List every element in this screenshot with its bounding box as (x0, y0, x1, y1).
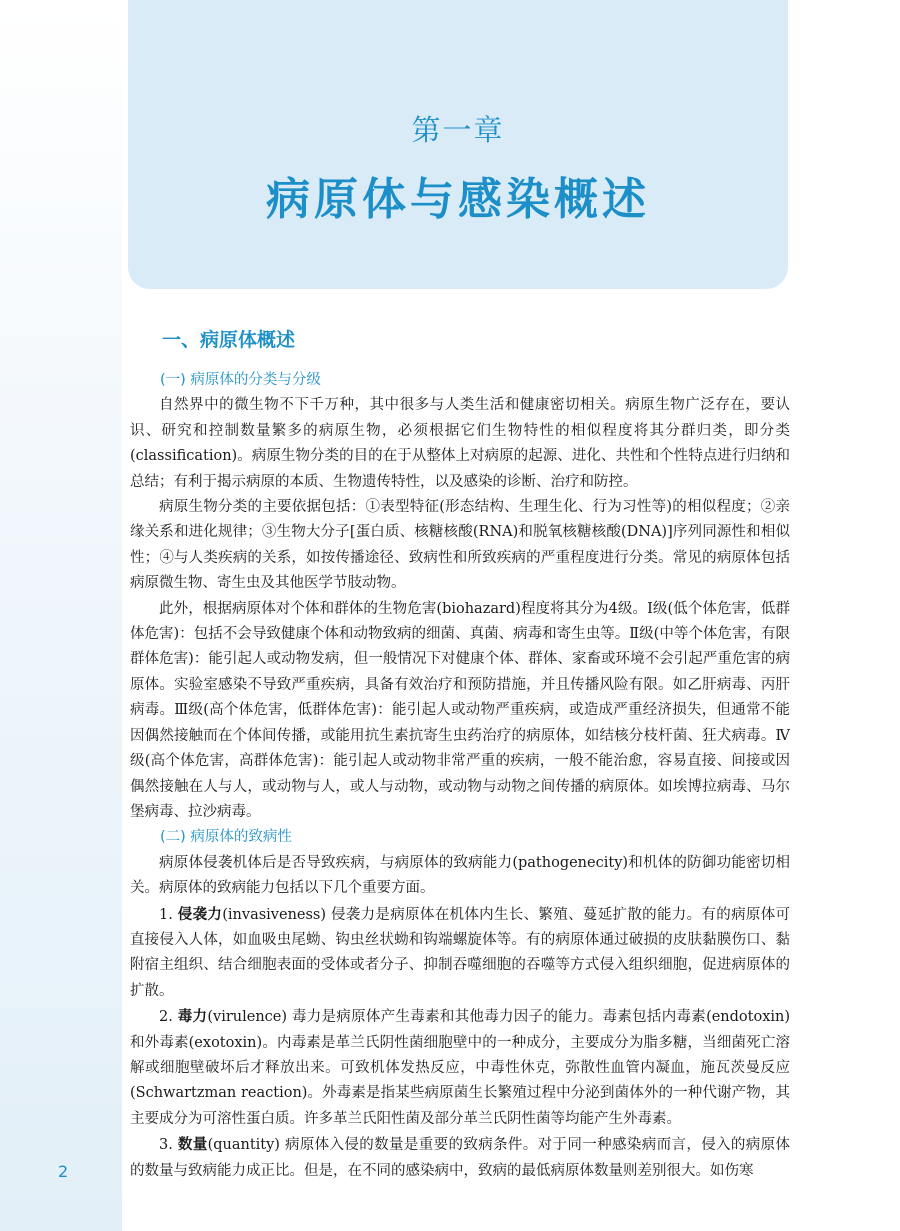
paragraph: 此外，根据病原体对个体和群体的生物危害(biohazard)程度将其分为4级。Ⅰ级(低个体危害，低群体危害)：包括不会导致健康个体和动物致病的细菌、真菌、病毒和寄生虫等。Ⅱ级(中等个体危害，有限群体危害)：能引起人或动物发病，但一般情况下对健康个体、群体、家畜或环境不会引起严重危害的病原体。实验室感染不导致严重疾病，具备有效治疗和预防措施，并且传播风险有限。如乙肝病毒、丙肝病毒。Ⅲ级(高个体危害，低群体危害)：能引起人或动物严重疾病，或造成严重经济损失，但通常不能因偶然接触而在个体间传播，或能用抗生素抗寄生虫药治疗的病原体，如结核分枝杆菌、狂犬病毒。Ⅳ级(高个体危害，高群体危害)：能引起人或动物非常严重的疾病，一般不能治愈，容易直接、间接或因偶然接触在人与人，或动物与人，或人与动物，或动物与动物之间传播的病原体。如埃博拉病毒、马尔堡病毒、拉沙病毒。 (130, 600, 790, 820)
paragraph: 病原生物分类的主要依据包括：①表型特征(形态结构、生理生化、行为习性等)的相似程度；②亲缘关系和进化规律；③生物大分子[蛋白质、核糖核酸(RNA)和脱氧核糖核酸(DNA)]序列同源性和相似性；④与人类疾病的关系，如按传播途径、致病性和所致疾病的严重程度进行分类。常见的病原体包括病原微生物、寄生虫及其他医学节肢动物。 (130, 499, 790, 592)
paragraph: 自然界中的微生物不下千万种，其中很多与人类生活和健康密切相关。病原生物广泛存在，要认识、研究和控制数量繁多的病原生物，必须根据它们生物特性的相似程度将其分群归类，即分类(classification)。病原生物分类的目的在于从整体上对病原的起源、进化、共性和个性特点进行归纳和总结；有利于揭示病原的本质、生物遗传特性，以及感染的诊断、治疗和防控。 (130, 397, 790, 490)
item-term-english: (quantity) (207, 1137, 280, 1154)
numbered-item (130, 902, 790, 1005)
subsection-heading-pathogenicity: (二) 病原体的致病性 (160, 829, 292, 846)
numbered-item (130, 1132, 790, 1184)
item-text: 病原体入侵的数量是重要的致病条件。对于同一种感染病而言，侵入的病原体的数量与致病能力成正比。但是，在不同的感染病中，致病的最低病原体数量则差别很大。如伤寒 (130, 1137, 791, 1179)
item-text: 毒力是病原体产生毒素和其他毒力因子的能力。毒素包括内毒素(endotoxin)和外毒素(exotoxin)。内毒素是革兰氏阴性菌细胞壁中的一种成分，主要成分为脂多糖，当细菌死亡溶解或细胞壁破坏后才释放出来。可致机体发热反应，中毒性休克，弥散性血管内凝血，施瓦茨曼反应(Schwartzman reaction)。外毒素是指某些病原菌生长繁殖过程中分泌到菌体外的一种代谢产物，其主要成分为可溶性蛋白质。许多革兰氏阳性菌及部分革兰氏阴性菌等均能产生外毒素。 (130, 1009, 791, 1127)
body-text (130, 368, 790, 1184)
item-number: 3. (159, 1137, 173, 1154)
chapter-number: 第一章 (411, 113, 505, 147)
item-term-english: (virulence) (207, 1009, 288, 1026)
subsection-heading-classification: (一) 病原体的分类与分级 (160, 372, 321, 388)
chapter-banner (128, 0, 788, 289)
item-term-english: (invasiveness) (222, 906, 327, 923)
side-decoration-strip (0, 0, 122, 1231)
section-heading: 一、病原体概述 (162, 329, 296, 351)
numbered-item (130, 1004, 790, 1132)
chapter-title: 病原体与感染概述 (266, 174, 650, 225)
item-term: 数量 (177, 1136, 208, 1154)
item-text: 侵袭力是病原体在机体内生长、繁殖、蔓延扩散的能力。有的病原体可直接侵入人体，如血吸虫尾蚴、钩虫丝状蚴和钩端螺旋体等。有的病原体通过破损的皮肤黏膜伤口、黏附宿主组织、结合细胞表面的受体或者分子、抑制吞噬细胞的吞噬等方式侵入组织细胞，促进病原体的扩散。 (130, 906, 791, 999)
item-term: 侵袭力 (177, 905, 223, 923)
paragraph: 病原体侵袭机体后是否导致疾病，与病原体的致病能力(pathogenecity)和机体的防御功能密切相关。病原体的致病能力包括以下几个重要方面。 (130, 854, 790, 897)
item-number: 2. (159, 1009, 173, 1026)
page-number: 2 (58, 1162, 69, 1181)
item-number: 1. (159, 906, 173, 923)
item-term: 毒力 (177, 1008, 208, 1026)
